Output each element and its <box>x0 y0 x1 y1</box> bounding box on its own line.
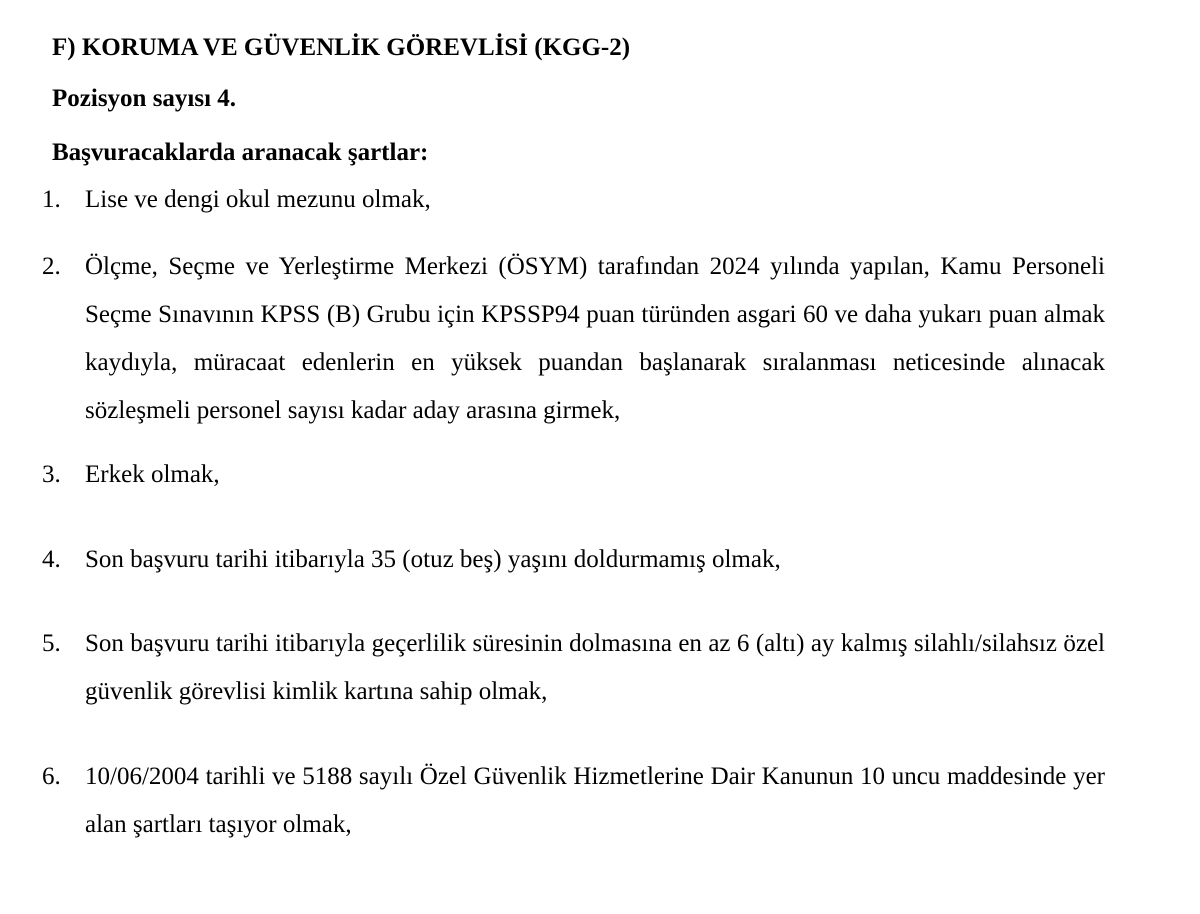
requirement-text: Son başvuru tarihi itibarıyla geçerlilik süresinin dolmasına en az 6 (altı) ay kalmış silahlı/silahsız özel güvenlik görevlisi kimlik kartına sahip olmak, <box>85 630 1105 705</box>
requirement-number: 4. <box>42 546 61 573</box>
requirement-item <box>42 536 1105 584</box>
requirement-number: 2. <box>42 253 61 280</box>
requirement-item <box>42 753 1105 849</box>
requirement-text: Erkek olmak, <box>85 461 220 488</box>
requirement-number: 5. <box>42 630 61 657</box>
requirement-item <box>42 243 1105 435</box>
requirement-item <box>42 176 1105 224</box>
requirement-text: Lise ve dengi okul mezunu olmak, <box>85 186 431 213</box>
requirement-number: 3. <box>42 461 61 488</box>
requirement-number: 1. <box>42 186 61 213</box>
position-count: Pozisyon sayısı 4. <box>52 85 237 112</box>
requirement-item <box>42 451 1105 499</box>
requirement-item <box>42 620 1105 716</box>
requirement-text: Ölçme, Seçme ve Yerleştirme Merkezi (ÖSYM) tarafından 2024 yılında yapılan, Kamu Personeli Seçme Sınavının KPSS (B) Grubu için KPSSP94 puan türünden asgari 60 ve daha yukarı puan almak kaydıyla, müracaat edenlerin en yüksek puandan başlanarak sıralanması neticesinde alınacak sözleşmeli personel sayısı kadar aday arasına girmek, <box>85 253 1105 424</box>
requirement-text: Son başvuru tarihi itibarıyla 35 (otuz beş) yaşını doldurmamış olmak, <box>85 546 781 573</box>
requirement-text: 10/06/2004 tarihli ve 5188 sayılı Özel Güvenlik Hizmetlerine Dair Kanunun 10 uncu maddesinde yer alan şartları taşıyor olmak, <box>85 763 1105 838</box>
requirements-heading: Başvuracaklarda aranacak şartlar: <box>52 139 429 166</box>
requirement-number: 6. <box>42 763 61 790</box>
section-title: F) KORUMA VE GÜVENLİK GÖREVLİSİ (KGG-2) <box>52 34 631 61</box>
